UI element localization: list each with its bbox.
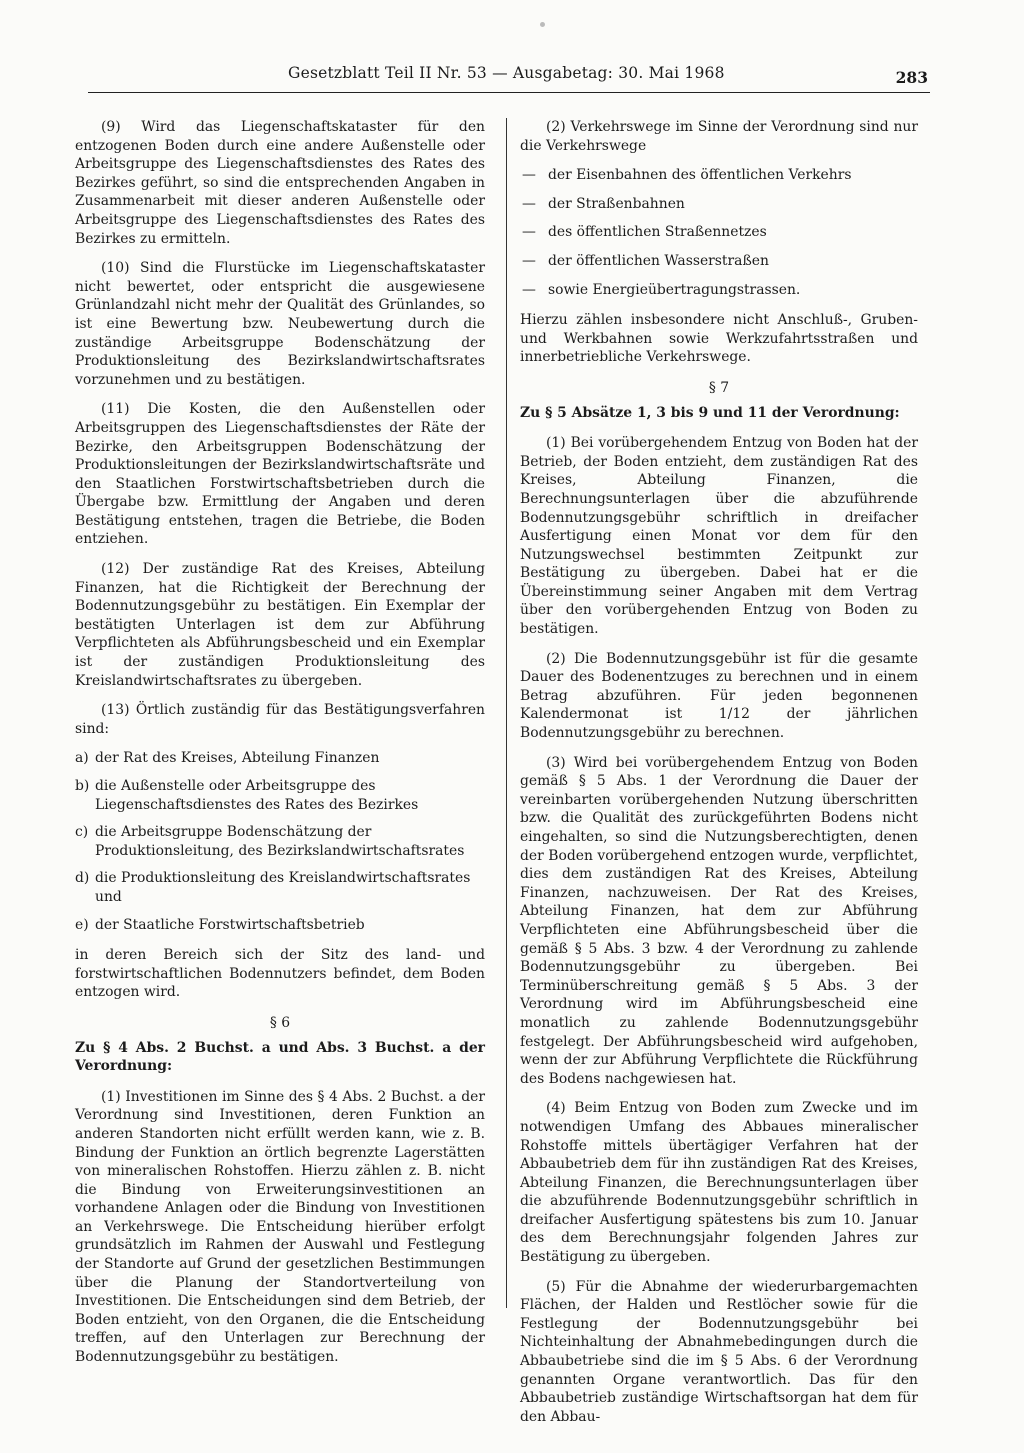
list-item-label: d)	[75, 870, 90, 887]
left-column	[75, 118, 485, 1378]
list-item	[75, 869, 485, 906]
scan-speck	[540, 22, 545, 27]
list-item	[75, 749, 485, 768]
list-item-text: der Straßenbahnen	[548, 195, 685, 212]
list-item-label: e)	[75, 916, 89, 933]
right-column	[520, 118, 918, 1437]
section-7-paragraph-4: (4) Beim Entzug von Boden zum Zwecke und im notwendigen Umfang des Abbaues mineralischer Rohstoffe mittels übertägiger Verfahren hat der Abbaubetrieb dem für ihn zuständigen Rat des Kreises, Abteilung Finanzen, die Berechnungsunterlagen über die abzuführende Bodennutzungsgebühr schriftlich in dreifacher Ausfertigung spätestens bis zum 10. Januar des dem Berechnungsjahr folgenden Jahres zur Bestätigung zu übergeben.	[520, 1100, 918, 1266]
authority-list	[75, 749, 485, 934]
list-item-text: der Rat des Kreises, Abteilung Finanzen	[95, 750, 380, 767]
section-7-paragraph-3: (3) Wird bei vorübergehendem Entzug von Boden gemäß § 5 Abs. 1 der Verordnung die Dauer der vereinbarten vorübergehenden Nutzung überschritten bzw. die Qualität des zurückgeführten Bodens nicht eingehalten, so sind die Nutzungsberechtigten, denen der Boden vorübergehend entzogen wurde, verpflichtet, dies dem zuständigen Rat des Kreises, Abteilung Finanzen, nachzuweisen. Der Rat des Kreises, Abteilung Finanzen, hat dem zur Abführung Verpflichteten eine Abführungsbescheid über die gemäß § 5 Abs. 3 bzw. 4 der Verordnung zu zahlende Bodennutzungsgebühr zu übergeben. Bei Terminüberschreitung gemäß § 5 Abs. 3 der Verordnung wird im Abführungsbescheid eine monatlich zu zahlende Bodennutzungsgebühr festgelegt. Der Abführungsbescheid wird aufgehoben, wenn der zur Abführung Verpflichtete die Rückführung des Bodens nachgewiesen hat.	[520, 754, 918, 1087]
page-header	[88, 62, 930, 93]
list-item	[75, 916, 485, 935]
list-item-text: die Arbeitsgruppe Bodenschätzung der Produktionsleitung, des Bezirkslandwirtschaftsrates	[95, 824, 465, 859]
list-item-text: der Staatliche Forstwirtschaftsbetrieb	[95, 916, 365, 933]
paragraph-10: (10) Sind die Flurstücke im Liegenschaftskataster nicht bewertet, oder entspricht die ausgewiesene Grünlandzahl nicht mehr der Qualität des Grünlandes, so ist eine Bewertung bzw. Neubewertung durch die zuständige Arbeitsgruppe Bodenschätzung der Produktionsleitung des Bezirkslandwirtschaftsrates vorzunehmen und zu bestätigen.	[75, 260, 485, 388]
list-item-label: c)	[75, 824, 89, 841]
list-item	[75, 823, 485, 860]
list-item-text: sowie Energieübertragungstrassen.	[548, 281, 801, 298]
list-item-text: der Eisenbahnen des öffentlichen Verkehrs	[548, 167, 852, 184]
list-item-label: b)	[75, 778, 90, 794]
traffic-routes-list	[520, 166, 918, 299]
paragraph-12: (12) Der zuständige Rat des Kreises, Abteilung Finanzen, hat die Richtigkeit der Berechnung der Bodennutzungsgebühr zu bestätigen. Ein Exemplar der bestätigten Unterlagen ist dem zur Abführung Verpflichteten als Abführungsbescheid und ein Exemplar ist der zuständigen Produktionsleitung des Kreislandwirtschaftsrates zu übergeben.	[75, 561, 485, 689]
section-6-paragraph-2-end: Hierzu zählen insbesondere nicht Anschluß-, Gruben- und Werkbahnen sowie Werkzufahrtsstraßen und innerbetriebliche Verkehrswege.	[520, 312, 918, 366]
section-7-paragraph-5: (5) Für die Abnahme der wiederurbargemachten Flächen, der Halden und Restlöcher sowie für die Festlegung der Bodennutzungsgebühr bei Nichteinhaltung der Abnahmebedingungen durch die Abbaubetriebe sind die im § 5 Abs. 6 der Verordnung genannten Organe verantwortlich. Das für den Abbaubetrieb zuständige Wirtschaftsorgan hat dem für den Abbau-	[520, 1278, 918, 1425]
list-item	[520, 252, 918, 271]
list-item-label: —	[522, 252, 536, 269]
paragraph-9: (9) Wird das Liegenschaftskataster für den entzogenen Boden durch eine andere Außenstelle oder Arbeitsgruppe des Liegenschaftsdienstes des Rates des Bezirkes geführt, so sind die entsprechenden Angaben in Zusammenarbeit mit dieser anderen Außenstelle oder Arbeitsgruppe des Liegenschaftsdienstes des Rates des Bezirkes zu ermitteln.	[75, 119, 485, 247]
list-item	[75, 777, 485, 814]
column-divider	[506, 118, 507, 1308]
list-item-text: der öffentlichen Wasserstraßen	[548, 252, 769, 269]
section-6-subheading: Zu § 4 Abs. 2 Buchst. a und Abs. 3 Buchst. a der Verordnung:	[75, 1039, 485, 1075]
list-item	[520, 223, 918, 242]
list-item	[520, 166, 918, 185]
list-item-label: —	[522, 224, 536, 241]
list-item	[520, 281, 918, 300]
header-title: Gesetzblatt Teil II Nr. 53 — Ausgabetag: 30. Mai 1968	[288, 64, 725, 82]
section-7-paragraph-1: (1) Bei vorübergehendem Entzug von Boden hat der Betrieb, der Boden entzieht, dem zuständigen Rat des Kreises, Abteilung Finanzen, die Berechnungsunterlagen über die abzuführende Bodennutzungsgebühr schriftlich in dreifacher Ausfertigung einen Monat vor dem für den Nutzungswechsel bestimmten Zeitpunkt zur Bestätigung zu übergeben. Dabei hat er die Übereinstimmung seiner Angaben mit dem Vertrag über den vorübergehenden Entzug von Boden zu bestätigen.	[520, 435, 918, 638]
section-7-title: § 7	[708, 379, 730, 396]
paragraph-11: (11) Die Kosten, die den Außenstellen oder Arbeitsgruppen des Liegenschaftsdienstes der Räte der Bezirke, den Arbeitsgruppen Bodenschätzung der Produktionsleitungen der Bezirkslandwirtschaftsräte und den Staatlichen Forstwirtschaftsbetrieben durch die Übergabe bzw. Ermittlung der Angaben und deren Bestätigung entstehen, tragen die Betriebe, die Boden entziehen.	[75, 401, 485, 548]
list-item	[520, 195, 918, 214]
list-item-label: —	[522, 281, 536, 298]
section-7-paragraph-2: (2) Die Bodennutzungsgebühr ist für die gesamte Dauer des Bodenentzuges zu berechnen und in einem Betrag abzuführen. Für jeden begonnenen Kalendermonat ist 1/12 der jährlichen Bodennutzungsgebühr zu berechnen.	[520, 650, 918, 742]
list-item-label: —	[522, 167, 536, 184]
paragraph-13-end: in deren Bereich sich der Sitz des land- und forstwirtschaftlichen Bodennutzers befindet, dem Boden entzogen wird.	[75, 947, 485, 1001]
section-6-paragraph-2: (2) Verkehrswege im Sinne der Verordnung sind nur die Verkehrswege	[520, 119, 918, 154]
list-item-text: die Außenstelle oder Arbeitsgruppe des Liegenschaftsdienstes des Rates des Bezirkes	[95, 778, 419, 813]
section-6-paragraph-1: (1) Investitionen im Sinne des § 4 Abs. 2 Buchst. a der Verordnung sind Investitionen, deren Funktion an anderen Standorten nicht erfüllt werden kann, wie z. B. Bindung der Funktion an örtlich begrenzte Lagerstätten von mineralischen Rohstoffen. Hierzu zählen z. B. nicht die Bindung von Erweiterungsinvestitionen an vorhandene Anlagen oder die Bindung von Investitionen an Verkehrswege. Die Entscheidung hierüber erfolgt grundsätzlich im Rahmen der Auswahl und Festlegung der Standorte auf Grund der gesetzlichen Bestimmungen über die Planung der Standortverteilung von Investitionen. Die Entscheidungen sind dem Betrieb, der Boden entzieht, von den Organen, die die Entscheidung treffen, auf den Unterlagen zur Berechnung der Bodennutzungsgebühr zu bestätigen.	[75, 1088, 485, 1366]
list-item-text: die Produktionsleitung des Kreislandwirtschaftsrates und	[95, 870, 471, 905]
list-item-text: des öffentlichen Straßennetzes	[548, 224, 767, 241]
section-6-title: § 6	[269, 1014, 291, 1031]
paragraph-13: (13) Örtlich zuständig für das Bestätigungsverfahren sind:	[75, 702, 485, 737]
page-number: 283	[895, 68, 928, 87]
section-7-subheading: Zu § 5 Absätze 1, 3 bis 9 und 11 der Verordnung:	[520, 404, 900, 421]
list-item-label: —	[522, 195, 536, 212]
list-item-label: a)	[75, 750, 89, 767]
